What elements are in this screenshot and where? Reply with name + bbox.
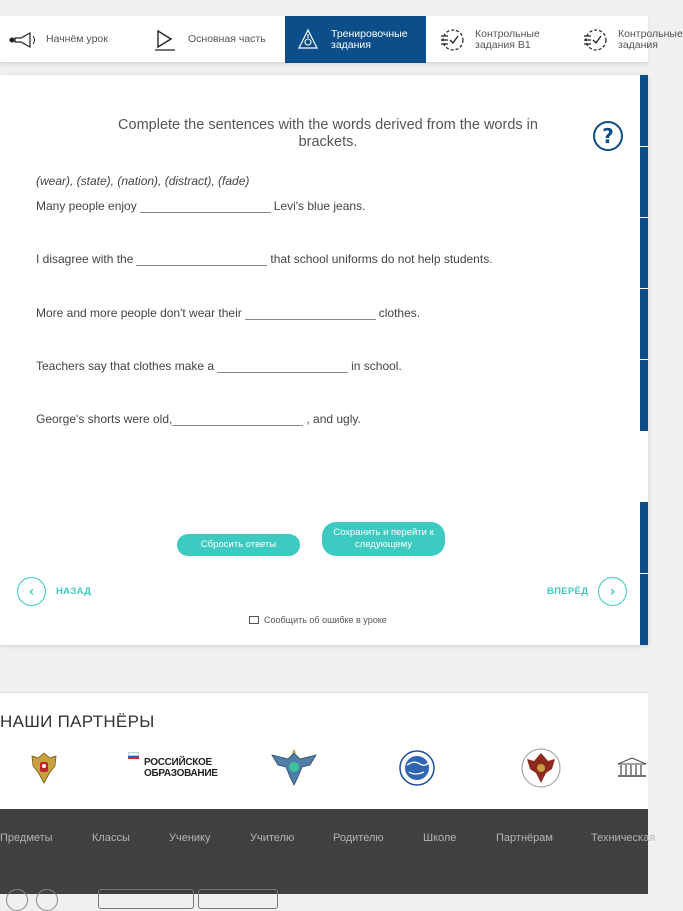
tab-start-lesson[interactable] — [8, 16, 143, 63]
lesson-nav — [0, 16, 683, 63]
footer-link-tech[interactable]: Техническая — [591, 832, 656, 844]
bulb-icon — [293, 27, 323, 53]
sentence-text: I disagree with the — [36, 252, 134, 266]
forward-button[interactable] — [547, 577, 627, 606]
help-icon[interactable]: ? — [593, 121, 623, 151]
tab-label: Контрольные задания В1 — [475, 27, 540, 51]
task-instruction: Complete the sentences with the words derived from the words in brackets. — [118, 117, 538, 150]
report-error-link[interactable] — [249, 615, 387, 625]
footer-link-partners[interactable]: Партнёрам — [496, 832, 553, 844]
megaphone-icon — [8, 27, 38, 53]
wordmark-line: ОБРАЗОВАНИЕ — [144, 768, 218, 779]
tab-control-tasks[interactable] — [580, 16, 683, 63]
side-progress-bar — [640, 75, 648, 431]
answer-field[interactable] — [172, 412, 303, 426]
social-icon[interactable] — [6, 889, 28, 911]
historical-society-logo[interactable] — [518, 748, 564, 788]
side-bar-divider — [640, 288, 648, 289]
sentence-4 — [36, 359, 402, 373]
answer-field[interactable] — [245, 306, 376, 320]
tab-label: Контрольные задания — [618, 27, 683, 51]
side-bar-divider — [640, 217, 648, 218]
building-logo[interactable] — [616, 748, 648, 788]
footer-link-student[interactable]: Ученику — [169, 832, 211, 844]
sentence-text: that school uniforms do not help students. — [270, 252, 493, 266]
back-label: НАЗАД — [56, 586, 92, 597]
sentence-1 — [36, 199, 365, 213]
site-footer — [0, 809, 656, 894]
sentence-2 — [36, 252, 493, 266]
chevron-left-icon: ‹ — [17, 577, 46, 606]
tab-main-part[interactable] — [150, 16, 284, 63]
footer-link-classes[interactable]: Классы — [92, 832, 130, 844]
side-bar-divider — [640, 573, 648, 574]
tab-label: Основная часть — [188, 33, 266, 45]
sentence-text: in school. — [351, 359, 402, 373]
sentence-3 — [36, 306, 420, 320]
sentence-text: Many people enjoy — [36, 199, 137, 213]
forward-label: ВПЕРЁД — [547, 586, 589, 597]
footer-link-subjects[interactable]: Предметы — [0, 832, 53, 844]
wordmark-line: РОССИЙСКОЕ — [144, 757, 212, 768]
checklist-icon — [437, 27, 467, 53]
globe-emblem-logo[interactable] — [394, 748, 440, 788]
tab-label: Начнём урок — [46, 33, 108, 45]
tab-label: Тренировочные задания — [331, 27, 408, 51]
russian-education-logo[interactable] — [128, 748, 218, 788]
sentence-text: George's shorts were old, — [36, 412, 173, 426]
footer-link-parent[interactable]: Родителю — [333, 832, 384, 844]
checklist-icon — [580, 27, 610, 53]
tab-control-tasks-b1[interactable] — [437, 16, 573, 63]
reset-answers-button[interactable]: Сбросить ответы — [177, 534, 300, 556]
sentence-text: Levi's blue jeans. — [273, 199, 366, 213]
chevron-right-icon: › — [598, 577, 627, 606]
side-bar-divider — [640, 146, 648, 147]
sentence-text: clothes. — [378, 306, 421, 320]
app-store-badge[interactable] — [198, 889, 278, 909]
answer-field[interactable] — [217, 359, 348, 373]
report-label: Сообщить об ошибке в уроке — [264, 615, 387, 625]
sentence-5 — [36, 412, 361, 426]
russia-flag-icon — [128, 752, 139, 759]
footer-link-school[interactable]: Школе — [423, 832, 457, 844]
answer-field[interactable] — [136, 252, 267, 266]
sentence-text: More and more people don't wear their — [36, 306, 242, 320]
partners-section — [0, 692, 648, 809]
app-store-badge[interactable] — [98, 889, 194, 909]
sentence-text: , and ugly. — [306, 412, 361, 426]
footer-link-teacher[interactable]: Учителю — [250, 832, 295, 844]
partners-title: НАШИ ПАРТНЁРЫ — [0, 712, 155, 731]
sentence-text: Teachers say that clothes make a — [36, 359, 215, 373]
envelope-icon — [249, 616, 259, 624]
side-bar-divider — [640, 359, 648, 360]
save-and-next-button[interactable]: Сохранить и перейти к следующему — [322, 522, 445, 556]
word-list: (wear), (state), (nation), (distract), (fade) — [36, 174, 250, 188]
tab-training-tasks[interactable] — [285, 16, 426, 63]
coat-of-arms-logo[interactable] — [28, 748, 60, 788]
social-icon[interactable] — [36, 889, 58, 911]
ministry-eagle-logo[interactable] — [268, 748, 320, 788]
russian-education-wordmark — [144, 757, 218, 779]
answer-field[interactable] — [140, 199, 271, 213]
play-icon — [150, 27, 180, 53]
back-button[interactable] — [17, 577, 91, 606]
exercise-card — [0, 75, 648, 645]
